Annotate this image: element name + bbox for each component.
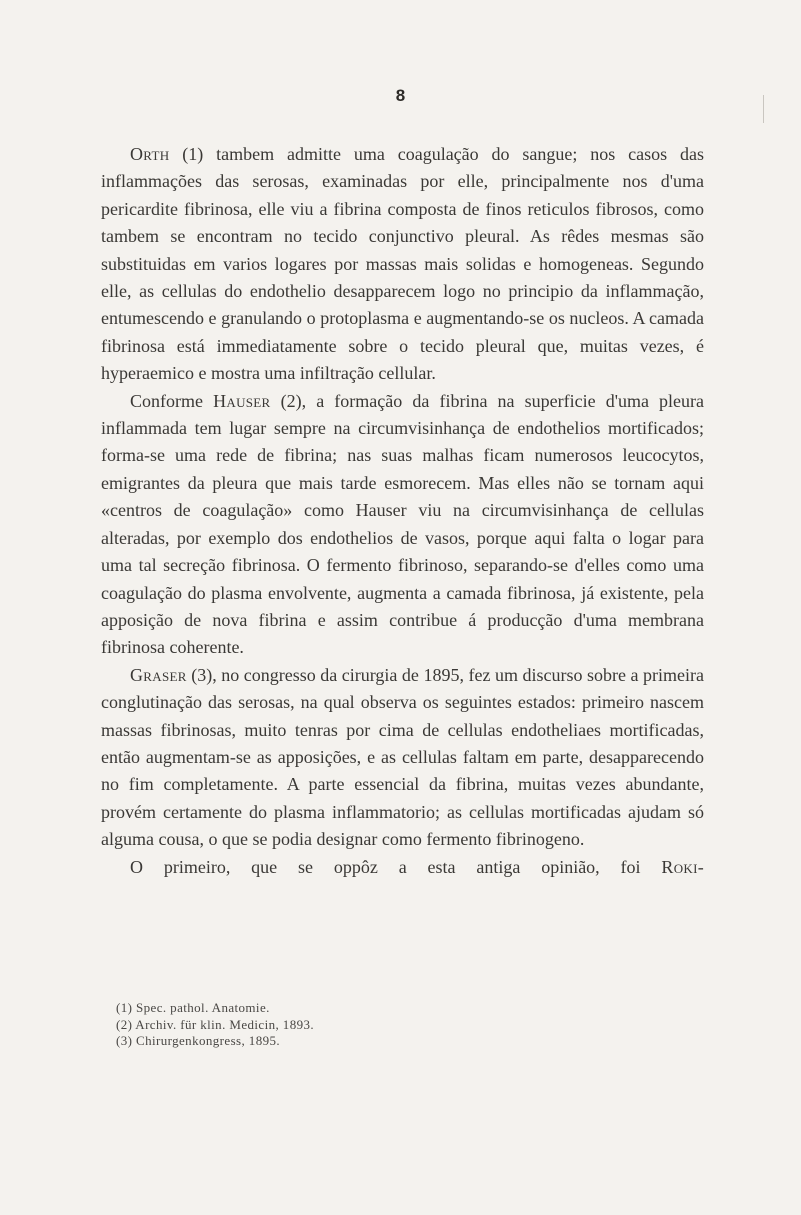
- paragraph-text: (1) tambem admitte uma coagulação do sangue; nos casos das inflammações das serosas, examinadas por elle, principalmente nos d'uma pericardite fibrinosa, elle viu a fibrina composta de finos reticulos fibrosos, como tambem se encontram no tecido conjunctivo pleural. As rêdes mesmas são substituidas em varios logares por massas mais solidas e homogeneas. Segundo elle, as cellulas do endothelio desapparecem logo no principio da inflammação, entumescendo e granulando o protoplasma e augmentando-se os nucleos. A camada fibrinosa está immediatamente sobre o tecido pleural que, muitas vezes, é hyperaemico e mostra uma infiltração cellular.: [101, 144, 704, 384]
- paragraph-text-start: Conforme: [130, 390, 214, 411]
- page-number: 8: [395, 86, 406, 105]
- footnote-2: (2) Archiv. für klin. Medicin, 1893.: [116, 1016, 315, 1032]
- paragraph-roki: [101, 854, 704, 881]
- paragraph-text: O primeiro, que se oppôz a esta antiga opinião, foi: [130, 856, 662, 877]
- paragraph-orth: [101, 141, 704, 388]
- author-name: Hauser: [213, 390, 271, 411]
- footnote-1: (1) Spec. pathol. Anatomie.: [116, 1000, 270, 1015]
- footnotes: [116, 1000, 676, 1050]
- author-name: Orth: [130, 144, 170, 164]
- paragraph-text: (2), a formação da fibrina na superficie d'uma pleura inflammada tem lugar sempre na circumvisinhança de endothelios mortificados; forma-se uma rede de fibrina; nas suas malhas ficam numerosos leucocytos, emigrantes da pleura que mais tarde esmorecem. Mas elles não se tornam aqui «centros de coagulação» como Hauser viu na circumvisinhança de cellulas alteradas, por exemplo dos endothelios de vasos, porque aqui falta o logar para uma tal secreção fibrinosa. O fermento fibrinoso, separando-se d'elles como uma coagulação do plasma envolvente, augmenta a camada fibrinosa, já existente, pela apposição de nova fibrina e assim contribue á producção d'uma membrana fibrinosa coherente.: [101, 390, 705, 658]
- paragraph-graser: [101, 662, 704, 854]
- paragraph-hauser: [101, 388, 704, 662]
- author-name: Roki-: [661, 856, 704, 877]
- paragraph-text: (3), no congresso da cirurgia de 1895, fez um discurso sobre a primeira conglutinação das serosas, na qual observa os seguintes estados: primeiro nascem massas fibrinosas, muito tenras por cima de cellulas endotheliaes mortificadas, então augmentam-se as apposições, e as cellulas faltam em parte, desapparecendo no fim completamente. A parte essencial da fibrina, muitas vezes abundante, provém certamente do plasma inflammatorio; as cellulas mortificadas ajudam só alguma cousa, o que se podia designar como fermento fibrinogeno.: [101, 664, 704, 850]
- author-name: Graser: [130, 664, 187, 685]
- footnote-3: (3) Chirurgenkongress, 1895.: [116, 1033, 281, 1048]
- page-edge-mark: [763, 95, 764, 123]
- body-text: [101, 141, 704, 881]
